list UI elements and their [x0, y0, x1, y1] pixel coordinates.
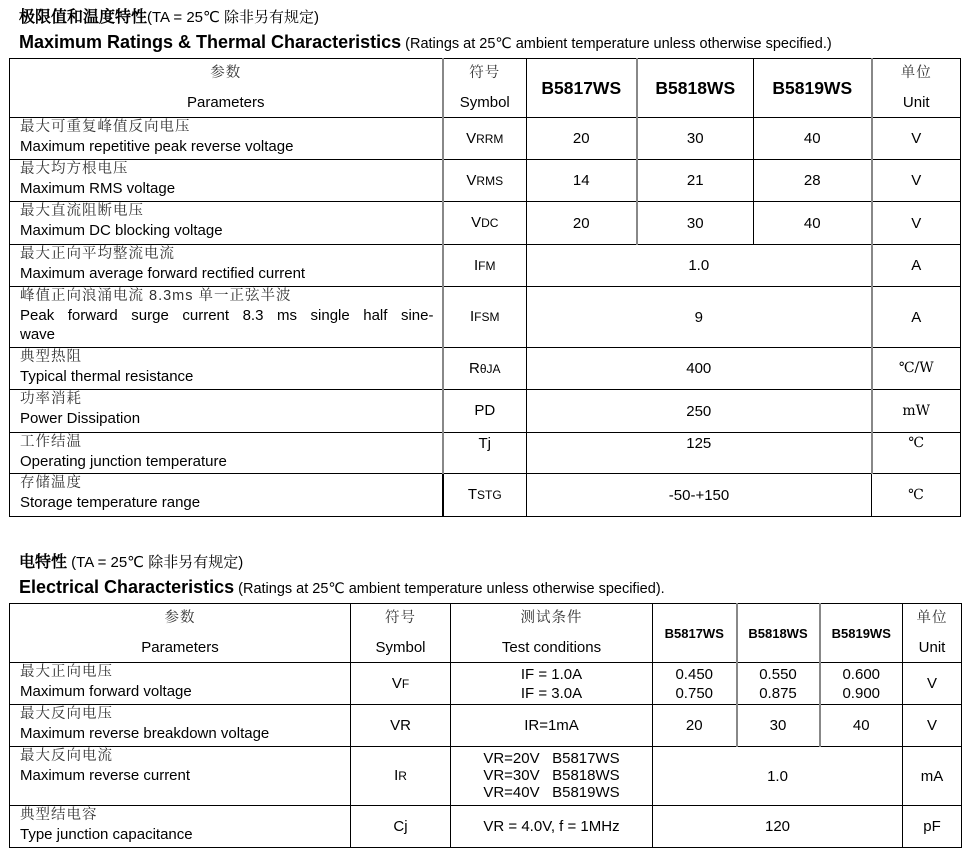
param-cn: 最大均方根电压	[20, 161, 129, 177]
param-en: Maximum forward voltage	[20, 683, 192, 700]
value-all-models: 9	[527, 287, 872, 348]
symbol-cell	[351, 705, 451, 747]
test-condition-cell	[451, 747, 653, 806]
unit-cell: A	[872, 245, 961, 287]
header-cn: 单位	[900, 65, 932, 81]
title-en-subtext: (Ratings at 25℃ ambient temperature unless otherwise specified.)	[401, 36, 832, 52]
unit-cell: A	[872, 287, 961, 348]
maximum-ratings-table	[9, 58, 961, 517]
value-line: 0.875	[759, 684, 797, 702]
header-cn: 参数	[210, 65, 242, 81]
electrical-characteristics-table	[9, 603, 962, 848]
value-all-models: 120	[653, 806, 903, 848]
header-symbol	[351, 604, 451, 663]
table-row	[10, 747, 962, 806]
header-parameters	[10, 59, 443, 118]
unit-cell: V	[872, 160, 961, 202]
value-all-models: 400	[527, 348, 872, 390]
symbol-subscript: DC	[481, 216, 499, 230]
table-row	[10, 287, 961, 348]
param-cn: 最大直流阻断电压	[20, 203, 144, 219]
title-cn-text: 电特性	[19, 554, 68, 571]
table-row	[10, 390, 961, 433]
header-test-conditions	[451, 604, 653, 663]
param-cn: 最大正向电压	[20, 664, 113, 680]
condition-block	[483, 750, 619, 801]
parameter-cell	[10, 663, 351, 705]
param-cn: 工作结温	[20, 434, 82, 450]
value-b5818ws	[737, 663, 820, 705]
unit-cell: ℃/W	[872, 348, 961, 390]
header-en: Symbol	[375, 639, 426, 656]
table-row	[10, 474, 961, 517]
symbol-main: V	[471, 214, 482, 231]
param-en: Operating junction temperature	[20, 453, 227, 470]
header-cn: 测试条件	[520, 610, 583, 626]
param-en: Maximum reverse breakdown voltage	[20, 725, 270, 742]
value-b5819ws: 40	[754, 118, 872, 160]
symbol-main: Tj	[478, 435, 491, 452]
section1-title-en	[19, 32, 832, 53]
header-en: Unit	[918, 639, 946, 656]
parameter-cell	[10, 202, 443, 245]
condition-line: VR=20V B5817WS	[483, 750, 620, 767]
table-row	[10, 433, 961, 474]
value-b5818ws: 30	[737, 705, 820, 747]
title-cn-subtext: (TA = 25℃ 除非另有规定)	[147, 9, 320, 26]
unit-cell: V	[903, 663, 962, 705]
unit-cell: V	[872, 202, 961, 245]
test-condition-cell: VR = 4.0V, f = 1MHz	[451, 806, 653, 848]
unit-cell: pF	[903, 806, 962, 848]
param-en: Maximum reverse current	[20, 767, 191, 784]
parameter-cell	[10, 474, 443, 517]
parameter-cell	[10, 806, 351, 848]
param-en: Maximum repetitive peak reverse voltage	[20, 138, 294, 155]
value-b5817ws: 20	[527, 118, 637, 160]
symbol-cell	[351, 747, 451, 806]
header-model-b5818ws: B5818WS	[637, 59, 754, 118]
table-row	[10, 118, 961, 160]
header-model-b5817ws: B5817WS	[527, 59, 637, 118]
table-row	[10, 202, 961, 245]
symbol-cell	[443, 433, 527, 474]
param-cn: 最大反向电流	[20, 748, 113, 764]
condition-line: VR=40V B5819WS	[483, 784, 620, 801]
value-b5817ws: 14	[527, 160, 637, 202]
test-condition-cell: IR=1mA	[451, 705, 653, 747]
value-b5817ws: 20	[653, 705, 737, 747]
value-line: 0.750	[675, 684, 714, 702]
param-en: Type junction capacitance	[20, 826, 193, 843]
unit-cell: V	[872, 118, 961, 160]
section2-title-cn	[19, 549, 243, 572]
symbol-subscript: STG	[477, 488, 502, 502]
header-model-b5818ws: B5818WS	[737, 604, 820, 663]
param-en: Storage temperature range	[20, 494, 201, 511]
header-symbol	[443, 59, 527, 118]
value-b5817ws: 20	[527, 202, 637, 245]
title-cn-subtext: (TA = 25℃ 除非另有规定)	[67, 554, 244, 571]
value-line: 0.600	[842, 665, 881, 683]
value-all-models: 1.0	[527, 245, 872, 287]
header-cn: 符号	[385, 610, 416, 626]
header-en: Symbol	[459, 94, 510, 111]
parameter-cell	[10, 705, 351, 747]
parameter-cell	[10, 390, 443, 433]
parameter-cell	[10, 747, 351, 806]
header-en: Test conditions	[501, 639, 602, 656]
title-en-text: Maximum Ratings & Thermal Characteristics	[19, 32, 402, 52]
value-b5818ws: 30	[637, 202, 754, 245]
header-cn: 参数	[164, 610, 196, 626]
param-en: Maximum RMS voltage	[20, 180, 176, 197]
condition-line: IF = 3.0A	[520, 684, 583, 702]
param-cn: 功率消耗	[20, 391, 82, 407]
symbol-main: R	[468, 359, 480, 377]
table-header-row	[10, 59, 961, 118]
symbol-cell	[443, 245, 527, 287]
symbol-main: I	[474, 256, 479, 274]
condition-line: IF = 1.0A	[520, 665, 583, 683]
symbol-subscript: FSM	[474, 310, 500, 324]
symbol-cell	[443, 390, 527, 433]
parameter-cell	[10, 348, 443, 390]
param-cn: 最大反向电压	[20, 706, 113, 722]
symbol-main: V	[466, 129, 477, 147]
section2-title-en	[19, 577, 665, 598]
symbol-cell	[443, 202, 527, 245]
header-en: Unit	[902, 94, 930, 111]
symbol-cell	[443, 160, 527, 202]
value-b5819ws	[820, 663, 903, 705]
param-cn: 典型热阻	[20, 349, 82, 365]
value-all-models: -50-+150	[527, 474, 872, 517]
symbol-main: V	[466, 171, 477, 189]
param-cn: 峰值正向浪涌电流 8.3ms 单一正弦半波	[20, 288, 292, 304]
symbol-cell	[443, 348, 527, 390]
parameter-cell	[10, 287, 443, 348]
value-line: 0.900	[842, 684, 881, 702]
value-all-models: 1.0	[653, 747, 903, 806]
symbol-main: T	[467, 486, 477, 503]
symbol-subscript: θJA	[479, 361, 501, 376]
symbol-main: Cj	[393, 817, 408, 835]
condition-line: VR=30V B5818WS	[483, 767, 620, 784]
title-en-subtext: (Ratings at 25℃ ambient temperature unless otherwise specified).	[234, 581, 665, 597]
symbol-main: I	[469, 308, 475, 325]
table-row	[10, 245, 961, 287]
header-model-b5817ws: B5817WS	[653, 604, 737, 663]
header-unit	[872, 59, 961, 118]
unit-cell: ℃	[872, 474, 961, 517]
value-b5818ws: 30	[637, 118, 754, 160]
value-line: 0.550	[759, 665, 797, 683]
table-row	[10, 806, 962, 848]
header-en: Parameters	[186, 94, 265, 111]
table-row	[10, 663, 962, 705]
param-en: Maximum average forward rectified current	[20, 265, 306, 282]
table-header-row	[10, 604, 962, 663]
param-cn: 最大可重复峰值反向电压	[20, 119, 191, 135]
symbol-subscript: R	[398, 769, 407, 783]
symbol-cell	[351, 663, 451, 705]
symbol-cell	[443, 287, 527, 348]
section1-title-cn	[19, 4, 319, 27]
param-en: Power Dissipation	[20, 410, 141, 427]
symbol-cell	[351, 806, 451, 848]
value-b5818ws: 21	[637, 160, 754, 202]
symbol-subscript: FM	[478, 258, 496, 273]
param-en: Peak forward surge current 8.3 ms single half sine-wave	[20, 307, 434, 343]
parameter-cell	[10, 433, 443, 474]
parameter-cell	[10, 245, 443, 287]
header-model-b5819ws: B5819WS	[820, 604, 903, 663]
symbol-main: PD	[474, 402, 496, 419]
table-row	[10, 348, 961, 390]
title-en-text: Electrical Characteristics	[19, 577, 235, 597]
symbol-main: VR	[390, 716, 411, 734]
param-cn: 存储温度	[20, 475, 82, 491]
param-cn: 典型结电容	[20, 807, 98, 823]
value-all-models: 250	[527, 390, 872, 433]
value-line: 0.450	[675, 665, 714, 683]
header-cn: 单位	[916, 610, 948, 626]
header-en: Parameters	[141, 639, 219, 656]
symbol-subscript: RRM	[476, 131, 504, 146]
parameter-cell	[10, 118, 443, 160]
table-row	[10, 705, 962, 747]
unit-cell: ℃	[872, 433, 961, 474]
param-cn: 最大正向平均整流电流	[20, 246, 175, 262]
title-cn-text: 极限值和温度特性	[19, 9, 148, 26]
symbol-cell	[443, 118, 527, 160]
symbol-subscript: F	[401, 676, 410, 691]
unit-cell: V	[903, 705, 962, 747]
value-all-models: 125	[527, 433, 872, 474]
symbol-main: V	[391, 674, 402, 692]
value-b5817ws	[653, 663, 737, 705]
symbol-cell	[443, 474, 527, 517]
unit-cell: mA	[903, 747, 962, 806]
header-parameters	[10, 604, 351, 663]
value-b5819ws: 28	[754, 160, 872, 202]
table-row	[10, 160, 961, 202]
test-condition-cell	[451, 663, 653, 705]
header-unit	[903, 604, 962, 663]
param-en: Maximum DC blocking voltage	[20, 222, 223, 239]
param-en: Typical thermal resistance	[20, 368, 194, 385]
value-b5819ws: 40	[820, 705, 903, 747]
header-cn: 符号	[469, 65, 501, 81]
unit-cell: mW	[872, 390, 961, 433]
header-model-b5819ws: B5819WS	[754, 59, 872, 118]
symbol-subscript: RMS	[476, 173, 504, 188]
parameter-cell	[10, 160, 443, 202]
value-b5819ws: 40	[754, 202, 872, 245]
symbol-main: I	[394, 767, 399, 784]
